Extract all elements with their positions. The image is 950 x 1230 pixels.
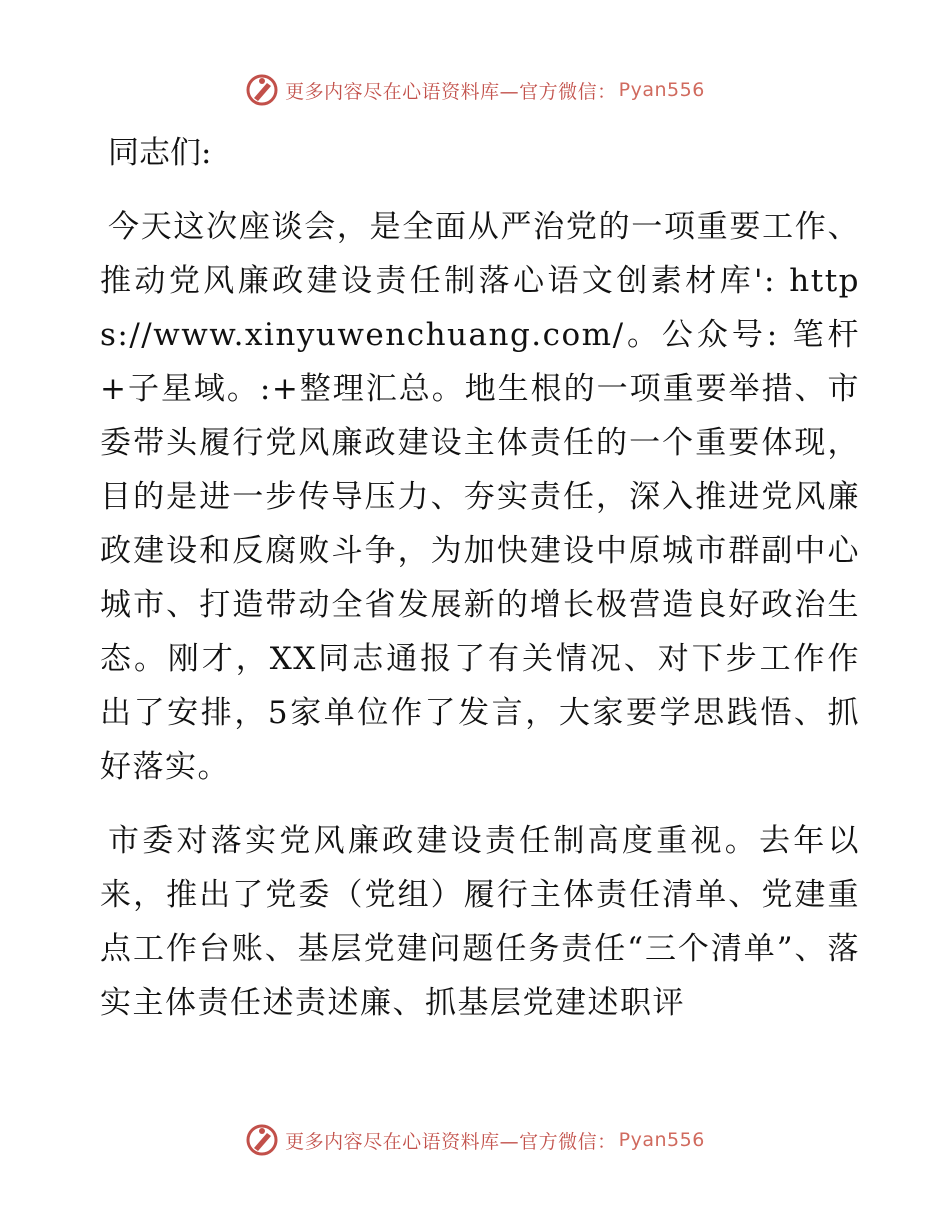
watermark-text: 更多内容尽在心语资料库—官方微信： [285, 1130, 617, 1153]
paragraph-2: 市委对落实党风廉政建设责任制高度重视。去年以来，推出了党委（党组）履行主体责任清单、党建重点工作台账、基层党建问题任务责任“三个清单”、落实主体责任述责述廉、抓基层党建述职评 [100, 823, 860, 1021]
document-body [100, 122, 860, 1050]
paragraph-1: 今天这次座谈会，是全面从严治党的一项重要工作、推动党风廉政建设责任制落心语文创素材库': https://www.xinyuwenchuang.com/。公众号: 笔杆+子星域。:+整理汇总。地生根的一项重要举措、市委带头履行党风廉政建设主体责任的一个重要体现，目的是进一步传导压力、夯实责任，深入推进党风廉政建设和反腐败斗争，为加快建设中原城市群副中心城市、打造带动全省发展新的增长极营造良好政治生态。刚才，XX同志通报了有关情况、对下步工作作出了安排，5家单位作了发言，大家要学思践悟、抓好落实。 [100, 209, 860, 785]
pen-logo-icon [245, 73, 279, 107]
footer-watermark [0, 1120, 950, 1160]
header-watermark [0, 70, 950, 110]
watermark-wechat-id: Pyan556 [618, 79, 705, 101]
watermark-text: 更多内容尽在心语资料库—官方微信： [285, 80, 617, 103]
watermark-wechat-id: Pyan556 [618, 1129, 705, 1151]
salutation: 同志们: [108, 135, 212, 171]
pen-logo-icon [245, 1123, 279, 1157]
